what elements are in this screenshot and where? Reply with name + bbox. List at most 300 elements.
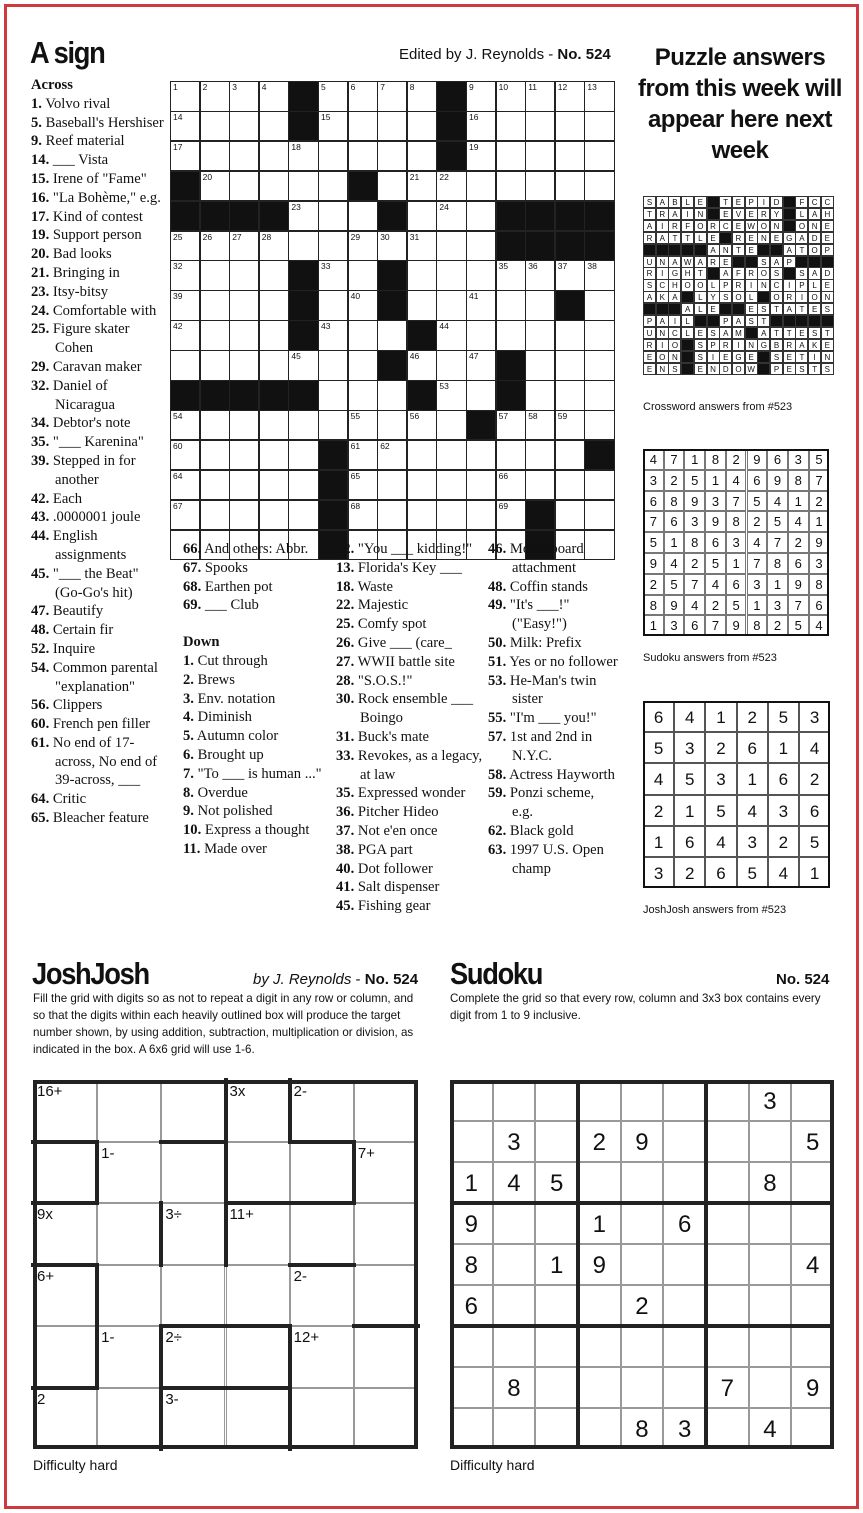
crossword-cell[interactable] <box>318 81 348 112</box>
sudoku-cell[interactable]: 8 <box>749 1162 792 1203</box>
answer-block <box>795 315 808 327</box>
sudoku-cell[interactable]: 6 <box>450 1285 493 1326</box>
crossword-cell[interactable] <box>318 111 348 142</box>
sudoku-answer-cell: 6 <box>767 449 788 470</box>
sudoku-answer-cell: 5 <box>664 574 685 595</box>
clue-number: 6. <box>183 746 194 763</box>
crossword-cell[interactable] <box>525 141 555 172</box>
crossword-cell[interactable] <box>466 111 496 142</box>
crossword-cell[interactable] <box>318 231 348 262</box>
answer-letter: E <box>694 363 707 375</box>
crossword-cell[interactable] <box>584 380 614 411</box>
sudoku-cell[interactable]: 5 <box>535 1162 578 1203</box>
answer-letter: D <box>821 267 834 279</box>
crossword-cell[interactable] <box>555 410 585 441</box>
sudoku-cell[interactable]: 6 <box>663 1203 706 1244</box>
crossword-cell[interactable] <box>584 500 614 531</box>
sudoku-cell[interactable]: 5 <box>791 1121 834 1162</box>
crossword-cell[interactable] <box>229 440 259 471</box>
crossword-cell[interactable] <box>377 410 407 441</box>
sudoku-cell[interactable]: 4 <box>749 1408 792 1449</box>
crossword-cell[interactable] <box>555 380 585 411</box>
cage-target: 2÷ <box>165 1329 182 1346</box>
sudoku-cell[interactable]: 3 <box>493 1121 536 1162</box>
answer-letter: N <box>745 339 758 351</box>
clue-number: 20. <box>31 246 50 263</box>
crossword-cell[interactable] <box>407 231 437 262</box>
clue <box>488 578 618 597</box>
crossword-cell[interactable] <box>288 470 318 501</box>
crossword-cell[interactable] <box>466 260 496 291</box>
crossword-cell[interactable] <box>466 231 496 262</box>
crossword-cell[interactable] <box>318 350 348 381</box>
crossword-cell[interactable] <box>288 231 318 262</box>
sudoku-cell[interactable]: 9 <box>578 1244 621 1285</box>
crossword-cell[interactable] <box>200 171 230 202</box>
crossword-cell[interactable] <box>377 141 407 172</box>
answer-letter: I <box>707 351 720 363</box>
answer-letter: E <box>745 232 758 244</box>
sudoku-answer-cell: 2 <box>664 470 685 491</box>
sudoku-cell[interactable]: 8 <box>450 1244 493 1285</box>
crossword-cell[interactable] <box>170 231 200 262</box>
sudoku-cell[interactable]: 1 <box>450 1162 493 1203</box>
sudoku-cell[interactable]: 1 <box>578 1203 621 1244</box>
sudoku-cell[interactable]: 8 <box>621 1408 664 1449</box>
crossword-cell[interactable] <box>318 260 348 291</box>
answer-letter: D <box>719 363 732 375</box>
crossword-cell[interactable] <box>496 500 526 531</box>
crossword-cell[interactable] <box>200 141 230 172</box>
sudoku-cell[interactable]: 9 <box>791 1367 834 1408</box>
crossword-cell[interactable] <box>229 141 259 172</box>
crossword-cell[interactable] <box>170 500 200 531</box>
crossword-cell[interactable] <box>555 141 585 172</box>
crossword-cell[interactable] <box>377 81 407 112</box>
crossword-cell[interactable] <box>436 500 466 531</box>
sudoku-cell[interactable]: 9 <box>450 1203 493 1244</box>
crossword-cell[interactable] <box>525 320 555 351</box>
crossword-cell[interactable] <box>407 111 437 142</box>
crossword-cell[interactable] <box>555 500 585 531</box>
clue-number: 3 <box>232 82 237 92</box>
crossword-cell[interactable] <box>170 290 200 321</box>
crossword-cell[interactable] <box>377 171 407 202</box>
crossword-cell[interactable] <box>348 201 378 232</box>
crossword-cell[interactable] <box>584 260 614 291</box>
crossword-cell[interactable] <box>466 380 496 411</box>
crossword-cell[interactable] <box>200 500 230 531</box>
clue-number: 67. <box>183 559 202 576</box>
crossword-cell[interactable] <box>200 111 230 142</box>
crossword-cell[interactable] <box>229 111 259 142</box>
crossword-cell[interactable] <box>555 260 585 291</box>
crossword-cell[interactable] <box>229 231 259 262</box>
crossword-cell[interactable] <box>318 171 348 202</box>
crossword-cell[interactable] <box>348 440 378 471</box>
crossword-cell[interactable] <box>259 350 289 381</box>
crossword-cell[interactable] <box>436 440 466 471</box>
sudoku-cell[interactable]: 7 <box>706 1367 749 1408</box>
crossword-cell[interactable] <box>229 410 259 441</box>
clue <box>31 95 166 114</box>
crossword-cell[interactable] <box>584 141 614 172</box>
crossword-cell[interactable] <box>318 290 348 321</box>
crossword-cell[interactable] <box>200 470 230 501</box>
answer-letter: E <box>745 244 758 256</box>
crossword-cell[interactable] <box>466 290 496 321</box>
clue <box>183 784 333 803</box>
crossword-cell[interactable] <box>259 81 289 112</box>
clue-text: No end of 17-across, No end of 39-across, ___ <box>52 734 158 789</box>
crossword-cell[interactable] <box>407 470 437 501</box>
answer-letter: R <box>757 208 770 220</box>
sudoku-cell[interactable]: 4 <box>791 1244 834 1285</box>
crossword-cell[interactable] <box>288 410 318 441</box>
clue-number: 69 <box>498 500 509 511</box>
crossword-cell[interactable] <box>229 171 259 202</box>
crossword-cell[interactable] <box>525 350 555 381</box>
answer-letter: K <box>656 291 669 303</box>
crossword-cell[interactable] <box>584 470 614 501</box>
crossword-cell[interactable] <box>407 350 437 381</box>
crossword-cell[interactable] <box>555 111 585 142</box>
crossword-cell[interactable] <box>377 440 407 471</box>
crossword-cell[interactable] <box>407 201 437 232</box>
answer-letter: P <box>707 339 720 351</box>
crossword-cell[interactable] <box>288 500 318 531</box>
joshjosh-grid[interactable] <box>33 1080 418 1449</box>
clue-text: Diminish <box>197 709 252 726</box>
answer-block <box>757 244 770 256</box>
crossword-cell[interactable] <box>170 81 200 112</box>
sudoku-cell[interactable]: 2 <box>621 1285 664 1326</box>
crossword-cell[interactable] <box>436 171 466 202</box>
answer-letter: A <box>719 327 732 339</box>
crossword-cell[interactable] <box>496 111 526 142</box>
crossword-cell[interactable] <box>496 290 526 321</box>
crossword-cell[interactable] <box>318 141 348 172</box>
crossword-cell[interactable] <box>377 470 407 501</box>
crossword-cell[interactable] <box>555 81 585 112</box>
crossword-cell[interactable] <box>170 350 200 381</box>
crossword-cell[interactable] <box>525 81 555 112</box>
clue-text: He-Man's twin sister <box>509 672 597 708</box>
crossword-cell[interactable] <box>229 260 259 291</box>
crossword-cell[interactable] <box>436 231 466 262</box>
crossword-cell[interactable] <box>259 231 289 262</box>
crossword-cell[interactable] <box>170 141 200 172</box>
crossword-cell[interactable] <box>436 320 466 351</box>
clue-number: 33. <box>336 747 355 764</box>
clue <box>183 802 333 821</box>
crossword-cell[interactable] <box>555 440 585 471</box>
crossword-cell[interactable] <box>407 500 437 531</box>
answer-letter: E <box>707 303 720 315</box>
crossword-cell[interactable] <box>377 111 407 142</box>
crossword-cell[interactable] <box>259 410 289 441</box>
answer-letter: A <box>808 208 821 220</box>
crossword-cell[interactable] <box>348 81 378 112</box>
answer-letter: S <box>745 315 758 327</box>
crossword-cell[interactable] <box>259 470 289 501</box>
crossword-cell[interactable] <box>407 81 437 112</box>
block-square <box>436 111 466 142</box>
crossword-cell[interactable] <box>288 201 318 232</box>
sudoku-answer-cell: 5 <box>684 470 705 491</box>
clue-text: "I'm ___ you!" <box>509 710 597 727</box>
clue-text: Mortarboard attachment <box>509 541 584 576</box>
clue <box>31 358 166 377</box>
sudoku-answer-cell: 7 <box>664 449 685 470</box>
crossword-cell[interactable] <box>436 380 466 411</box>
crossword-cell[interactable] <box>407 171 437 202</box>
crossword-cell[interactable] <box>288 171 318 202</box>
clue-text: Support person <box>52 227 142 244</box>
clue-text: Salt dispenser <box>357 879 440 896</box>
crossword-cell[interactable] <box>170 320 200 351</box>
crossword-cell[interactable] <box>584 320 614 351</box>
answer-letter: E <box>808 303 821 315</box>
crossword-cell[interactable] <box>348 380 378 411</box>
crossword-cell[interactable] <box>436 260 466 291</box>
josh-answer-cell: 1 <box>737 763 768 794</box>
crossword-cell[interactable] <box>407 141 437 172</box>
crossword-cell[interactable] <box>584 290 614 321</box>
crossword-cell[interactable] <box>348 320 378 351</box>
answer-letter: O <box>694 220 707 232</box>
crossword-cell[interactable] <box>466 320 496 351</box>
crossword-cell[interactable] <box>170 470 200 501</box>
crossword-cell[interactable] <box>348 141 378 172</box>
crossword-cell[interactable] <box>377 231 407 262</box>
crossword-cell[interactable] <box>466 141 496 172</box>
answer-letter: O <box>757 220 770 232</box>
sudoku-cell[interactable]: 2 <box>578 1121 621 1162</box>
crossword-cell[interactable] <box>348 231 378 262</box>
crossword-cell[interactable] <box>348 470 378 501</box>
crossword-cell[interactable] <box>318 201 348 232</box>
crossword-cell[interactable] <box>318 320 348 351</box>
crossword-cell[interactable] <box>348 410 378 441</box>
crossword-cell[interactable] <box>200 350 230 381</box>
crossword-cell[interactable] <box>200 440 230 471</box>
crossword-cell[interactable] <box>525 260 555 291</box>
cage-target: 16+ <box>37 1083 63 1100</box>
crossword-cell[interactable] <box>466 171 496 202</box>
clue-number: 18. <box>336 578 355 595</box>
clue <box>31 602 166 621</box>
crossword-cell[interactable] <box>496 410 526 441</box>
clue-text: Bad looks <box>52 246 112 263</box>
crossword-cell[interactable] <box>259 141 289 172</box>
sudoku-answer-cell: 5 <box>643 532 664 553</box>
crossword-cell[interactable] <box>229 81 259 112</box>
answer-letter: S <box>694 351 707 363</box>
answer-letter: N <box>656 327 669 339</box>
clue-number: 16 <box>469 111 479 122</box>
clue-text: "S.O.S.!" <box>357 672 413 689</box>
crossword-cell[interactable] <box>288 141 318 172</box>
answer-letter: P <box>745 196 758 208</box>
crossword-cell[interactable] <box>525 290 555 321</box>
crossword-cell[interactable] <box>200 260 230 291</box>
crossword-cell[interactable] <box>584 410 614 441</box>
sudoku-answer-cell: 6 <box>726 574 747 595</box>
crossword-cell[interactable] <box>466 440 496 471</box>
crossword-cell[interactable] <box>407 260 437 291</box>
crossword-cell[interactable] <box>377 500 407 531</box>
crossword-cell[interactable] <box>555 171 585 202</box>
crossword-cell[interactable] <box>436 350 466 381</box>
crossword-cell[interactable] <box>466 350 496 381</box>
crossword-cell[interactable] <box>229 470 259 501</box>
crossword-cell[interactable] <box>466 470 496 501</box>
crossword-cell[interactable] <box>555 350 585 381</box>
crossword-cell[interactable] <box>259 290 289 321</box>
crossword-cell[interactable] <box>200 81 230 112</box>
sudoku-cell[interactable]: 8 <box>493 1367 536 1408</box>
crossword-cell[interactable] <box>555 470 585 501</box>
clue-number: 65 <box>350 470 361 481</box>
block-square <box>584 231 614 262</box>
crossword-cell[interactable] <box>229 320 259 351</box>
sudoku-answer-cell: 2 <box>788 532 809 553</box>
clue-number: 22 <box>439 171 449 182</box>
crossword-cell[interactable] <box>348 260 378 291</box>
crossword-cell[interactable] <box>200 290 230 321</box>
crossword-cell[interactable] <box>407 410 437 441</box>
clue-number: 39 <box>173 291 183 302</box>
crossword-cell[interactable] <box>496 260 526 291</box>
crossword-cell[interactable] <box>288 440 318 471</box>
clue-number: 23. <box>31 283 50 300</box>
crossword-cell[interactable] <box>496 470 526 501</box>
crossword-cell[interactable] <box>170 111 200 142</box>
answer-block <box>681 244 694 256</box>
crossword-cell[interactable] <box>229 290 259 321</box>
clue-text: "___ Karenina" <box>52 434 144 451</box>
clue-number: 59 <box>557 410 568 421</box>
crossword-cell[interactable] <box>525 171 555 202</box>
crossword-cell[interactable] <box>170 260 200 291</box>
clue-text: Autumn color <box>196 728 279 745</box>
sudoku-cell[interactable]: 4 <box>493 1162 536 1203</box>
answer-block <box>808 315 821 327</box>
clue-number: 37 <box>557 261 568 272</box>
sudoku-title: Sudoku <box>450 956 543 991</box>
crossword-cell[interactable] <box>525 470 555 501</box>
crossword-cell[interactable] <box>348 350 378 381</box>
clue-number: 27. <box>336 653 355 670</box>
sudoku-grid[interactable] <box>450 1080 834 1449</box>
sudoku-answer-cell: 6 <box>684 615 705 636</box>
sudoku-cell[interactable]: 1 <box>535 1244 578 1285</box>
sudoku-answer-outline <box>643 449 829 636</box>
answer-block <box>821 315 834 327</box>
crossword-cell[interactable] <box>584 171 614 202</box>
crossword-cell[interactable] <box>555 320 585 351</box>
clue-text: Reef material <box>45 133 125 150</box>
crossword-cell[interactable] <box>288 350 318 381</box>
clue-number: 35. <box>336 785 355 802</box>
crossword-cell[interactable] <box>259 320 289 351</box>
crossword-cell[interactable] <box>318 410 348 441</box>
crossword-cell[interactable] <box>377 320 407 351</box>
crossword-cell[interactable] <box>318 380 348 411</box>
sudoku-cell[interactable]: 9 <box>621 1121 664 1162</box>
crossword-cell[interactable] <box>525 380 555 411</box>
crossword-cell[interactable] <box>407 290 437 321</box>
crossword-cell[interactable] <box>259 500 289 531</box>
clue-number: 49. <box>488 597 507 614</box>
crossword-cell[interactable] <box>496 171 526 202</box>
clue-number: 21 <box>409 171 420 182</box>
crossword-cell[interactable] <box>525 440 555 471</box>
crossword-cell[interactable] <box>259 260 289 291</box>
clue <box>336 747 488 785</box>
crossword-cell[interactable] <box>348 111 378 142</box>
sudoku-cell[interactable]: 3 <box>663 1408 706 1449</box>
crossword-cell[interactable] <box>584 81 614 112</box>
crossword-cell[interactable] <box>200 410 230 441</box>
sudoku-answer-cell: 1 <box>809 511 830 532</box>
crossword-cell[interactable] <box>170 410 200 441</box>
crossword-cell[interactable] <box>259 440 289 471</box>
crossword-cell[interactable] <box>436 410 466 441</box>
answer-letter: G <box>757 339 770 351</box>
clue-number: 48. <box>488 578 507 595</box>
crossword-cell[interactable] <box>229 500 259 531</box>
crossword-cell[interactable] <box>436 290 466 321</box>
clue-text: Majestic <box>357 597 409 614</box>
crossword-cell[interactable] <box>496 320 526 351</box>
crossword-cell[interactable] <box>436 201 466 232</box>
crossword-cell[interactable] <box>348 290 378 321</box>
crossword-cell[interactable] <box>200 320 230 351</box>
crossword-cell[interactable] <box>348 500 378 531</box>
clue <box>31 490 166 509</box>
crossword-cell[interactable] <box>584 350 614 381</box>
crossword-cell[interactable] <box>496 81 526 112</box>
answer-block <box>732 256 745 268</box>
answers-heading: Puzzle answers from this week will appear here next week <box>638 44 842 164</box>
crossword-cell[interactable] <box>466 201 496 232</box>
crossword-cell[interactable] <box>377 380 407 411</box>
crossword-cell[interactable] <box>466 500 496 531</box>
crossword-cell[interactable] <box>584 111 614 142</box>
sudoku-cell[interactable]: 3 <box>749 1080 792 1121</box>
crossword-cell[interactable] <box>200 231 230 262</box>
crossword-cell[interactable] <box>259 111 289 142</box>
clue-number: 13. <box>336 559 355 576</box>
clue-text: "To ___ is human ..." <box>197 765 322 782</box>
crossword-cell[interactable] <box>259 171 289 202</box>
crossword-cell[interactable] <box>466 81 496 112</box>
crossword-cell[interactable] <box>525 111 555 142</box>
cage-target: 11+ <box>229 1206 254 1223</box>
answer-letter: O <box>732 363 745 375</box>
crossword-cell[interactable] <box>496 440 526 471</box>
answer-letter: L <box>681 196 694 208</box>
crossword-cell[interactable] <box>496 141 526 172</box>
crossword-cell[interactable] <box>170 440 200 471</box>
crossword-cell[interactable] <box>525 410 555 441</box>
crossword-cell[interactable] <box>436 470 466 501</box>
crossword-cell[interactable] <box>229 350 259 381</box>
answer-letter: C <box>668 327 681 339</box>
crossword-cell[interactable] <box>407 440 437 471</box>
